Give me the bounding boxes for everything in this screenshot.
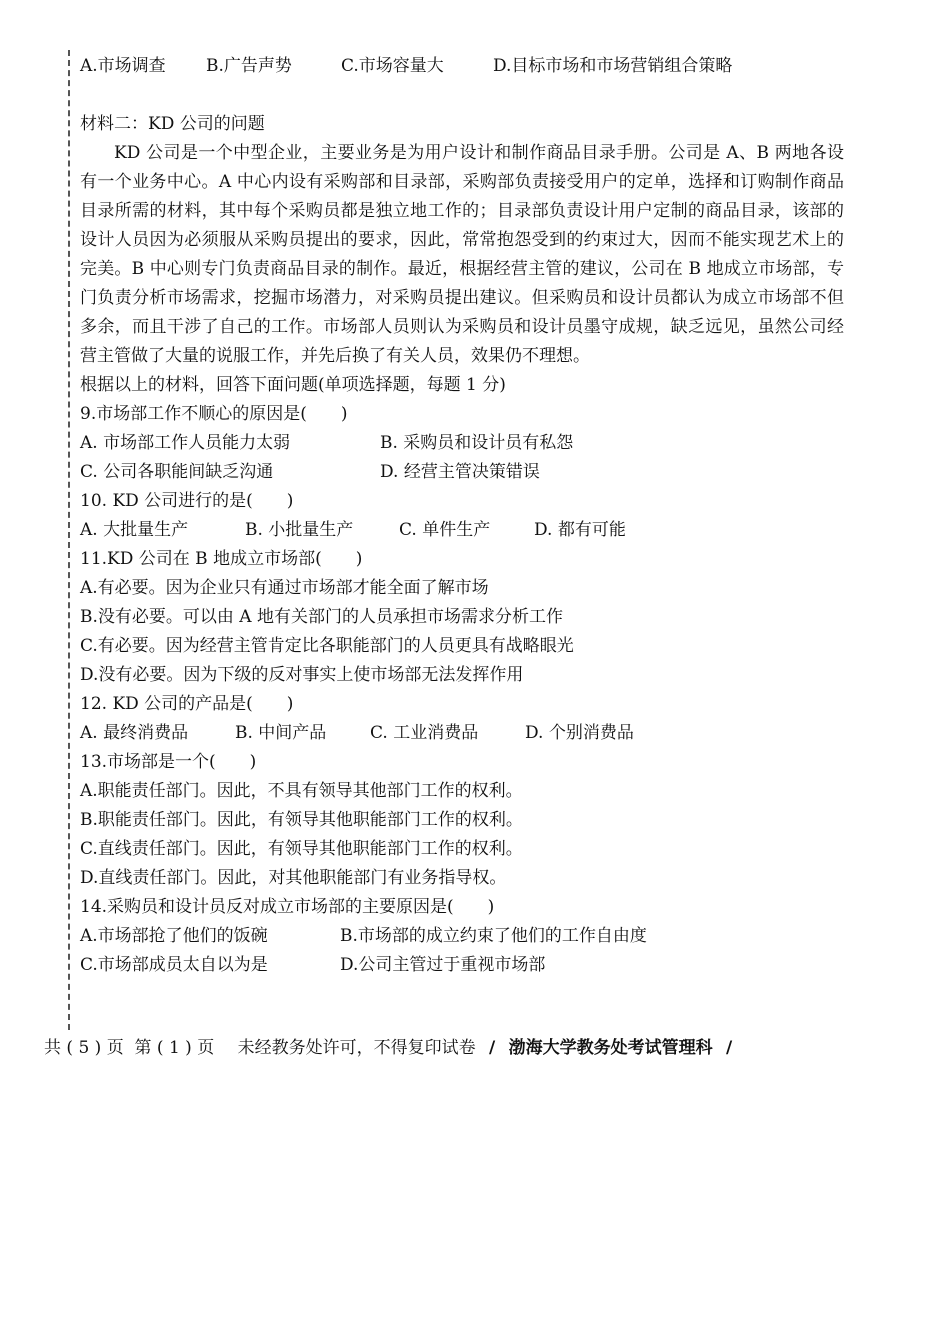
binding-dashed-line xyxy=(68,50,70,1030)
option-a: A.有必要。因为企业只有通过市场部才能全面了解市场 xyxy=(80,578,489,598)
material-title: 材料二：KD 公司的问题 xyxy=(80,114,265,134)
option-b: B. 采购员和设计员有私怨 xyxy=(380,433,574,453)
copy-notice: 未经教务处许可，不得复印试卷 xyxy=(237,1038,476,1058)
exam-content xyxy=(80,52,844,980)
option-d: D. 个别消费品 xyxy=(525,723,634,743)
option-b: B.没有必要。可以由 A 地有关部门的人员承担市场需求分析工作 xyxy=(80,607,563,627)
option-c: C.有必要。因为经营主管肯定比各职能部门的人员更具有战略眼光 xyxy=(80,636,574,656)
option-b: B.广告声势 xyxy=(206,56,292,76)
page-footer xyxy=(44,1032,924,1064)
option-b: B.职能责任部门。因此，有领导其他职能部门工作的权利。 xyxy=(80,810,523,830)
question-10-stem: 10. KD 公司进行的是( ) xyxy=(80,491,294,511)
option-b: B. 中间产品 xyxy=(235,723,327,743)
option-a: A.职能责任部门。因此，不具有领导其他部门工作的权利。 xyxy=(80,781,523,801)
option-c: C.市场容量大 xyxy=(341,56,444,76)
option-c: C. 工业消费品 xyxy=(370,723,479,743)
question-11-stem: 11.KD 公司在 B 地成立市场部( ) xyxy=(80,549,363,569)
question-9-options-row1 xyxy=(80,429,844,458)
question-9-options-row2 xyxy=(80,458,844,487)
option-d: D. 都有可能 xyxy=(534,520,626,540)
question-14-options-row1 xyxy=(80,922,844,951)
option-d: D.没有必要。因为下级的反对事实上使市场部无法发挥作用 xyxy=(80,665,524,685)
question-12-stem: 12. KD 公司的产品是( ) xyxy=(80,694,294,714)
option-d: D. 经营主管决策错误 xyxy=(380,462,540,482)
option-c: C. 公司各职能间缺乏沟通 xyxy=(80,462,274,482)
option-a: A. 市场部工作人员能力太弱 xyxy=(80,433,291,453)
option-d: D.公司主管过于重视市场部 xyxy=(340,955,546,975)
option-a: A. 最终消费品 xyxy=(80,723,189,743)
question-8-options xyxy=(80,52,844,81)
option-d: D.目标市场和市场营销组合策略 xyxy=(493,56,733,76)
option-a: A.市场调查 xyxy=(80,56,166,76)
option-c: C.直线责任部门。因此，有领导其他职能部门工作的权利。 xyxy=(80,839,523,859)
option-b: B.市场部的成立约束了他们的工作自由度 xyxy=(340,926,647,946)
option-b: B. 小批量生产 xyxy=(245,520,354,540)
question-14-options-row2 xyxy=(80,951,844,980)
question-14-stem: 14.采购员和设计员反对成立市场部的主要原因是( ) xyxy=(80,897,495,917)
footer-separator-end: / xyxy=(726,1038,733,1058)
option-a: A. 大批量生产 xyxy=(80,520,189,540)
issuing-office: 渤海大学教务处考试管理科 xyxy=(508,1038,713,1058)
question-9-stem: 9.市场部工作不顺心的原因是( ) xyxy=(80,404,348,424)
option-c: C. 单件生产 xyxy=(399,520,491,540)
question-12-options xyxy=(80,719,844,748)
material-body: KD 公司是一个中型企业，主要业务是为用户设计和制作商品目录手册。公司是 A、B 两地各设有一个业务中心。A 中心内设有采购部和目录部，采购部负责接受用户的定单，选择和订购制作商品目录所需的材料，其中每个采购员都是独立地工作的；目录部负责设计用户定制的商品目录，该部的设计人员因为必须服从采购员提出的要求，因此，常常抱怨受到的约束过大，因而不能实现艺术上的完美。B 中心则专门负责商品目录的制作。最近，根据经营主管的建议，公司在 B 地成立市场部，专门负责分析市场需求，挖掘市场潜力，对采购员提出建议。但采购员和设计员都认为成立市场部不但多余，而且干涉了自己的工作。市场部人员则认为采购员和设计员墨守成规，缺乏远见，虽然公司经营主管做了大量的说服工作，并先后换了有关人员，效果仍不理想。 xyxy=(80,143,844,366)
instruction: 根据以上的材料，回答下面问题(单项选择题，每题 1 分) xyxy=(80,375,506,395)
option-d: D.直线责任部门。因此，对其他职能部门有业务指导权。 xyxy=(80,868,507,888)
footer-separator: / xyxy=(489,1038,496,1058)
option-a: A.市场部抢了他们的饭碗 xyxy=(80,926,268,946)
question-10-options xyxy=(80,516,844,545)
option-c: C.市场部成员太自以为是 xyxy=(80,955,268,975)
question-13-stem: 13.市场部是一个( ) xyxy=(80,752,257,772)
page-count: 共 ( 5 ) 页 第 ( 1 ) 页 xyxy=(44,1038,215,1058)
